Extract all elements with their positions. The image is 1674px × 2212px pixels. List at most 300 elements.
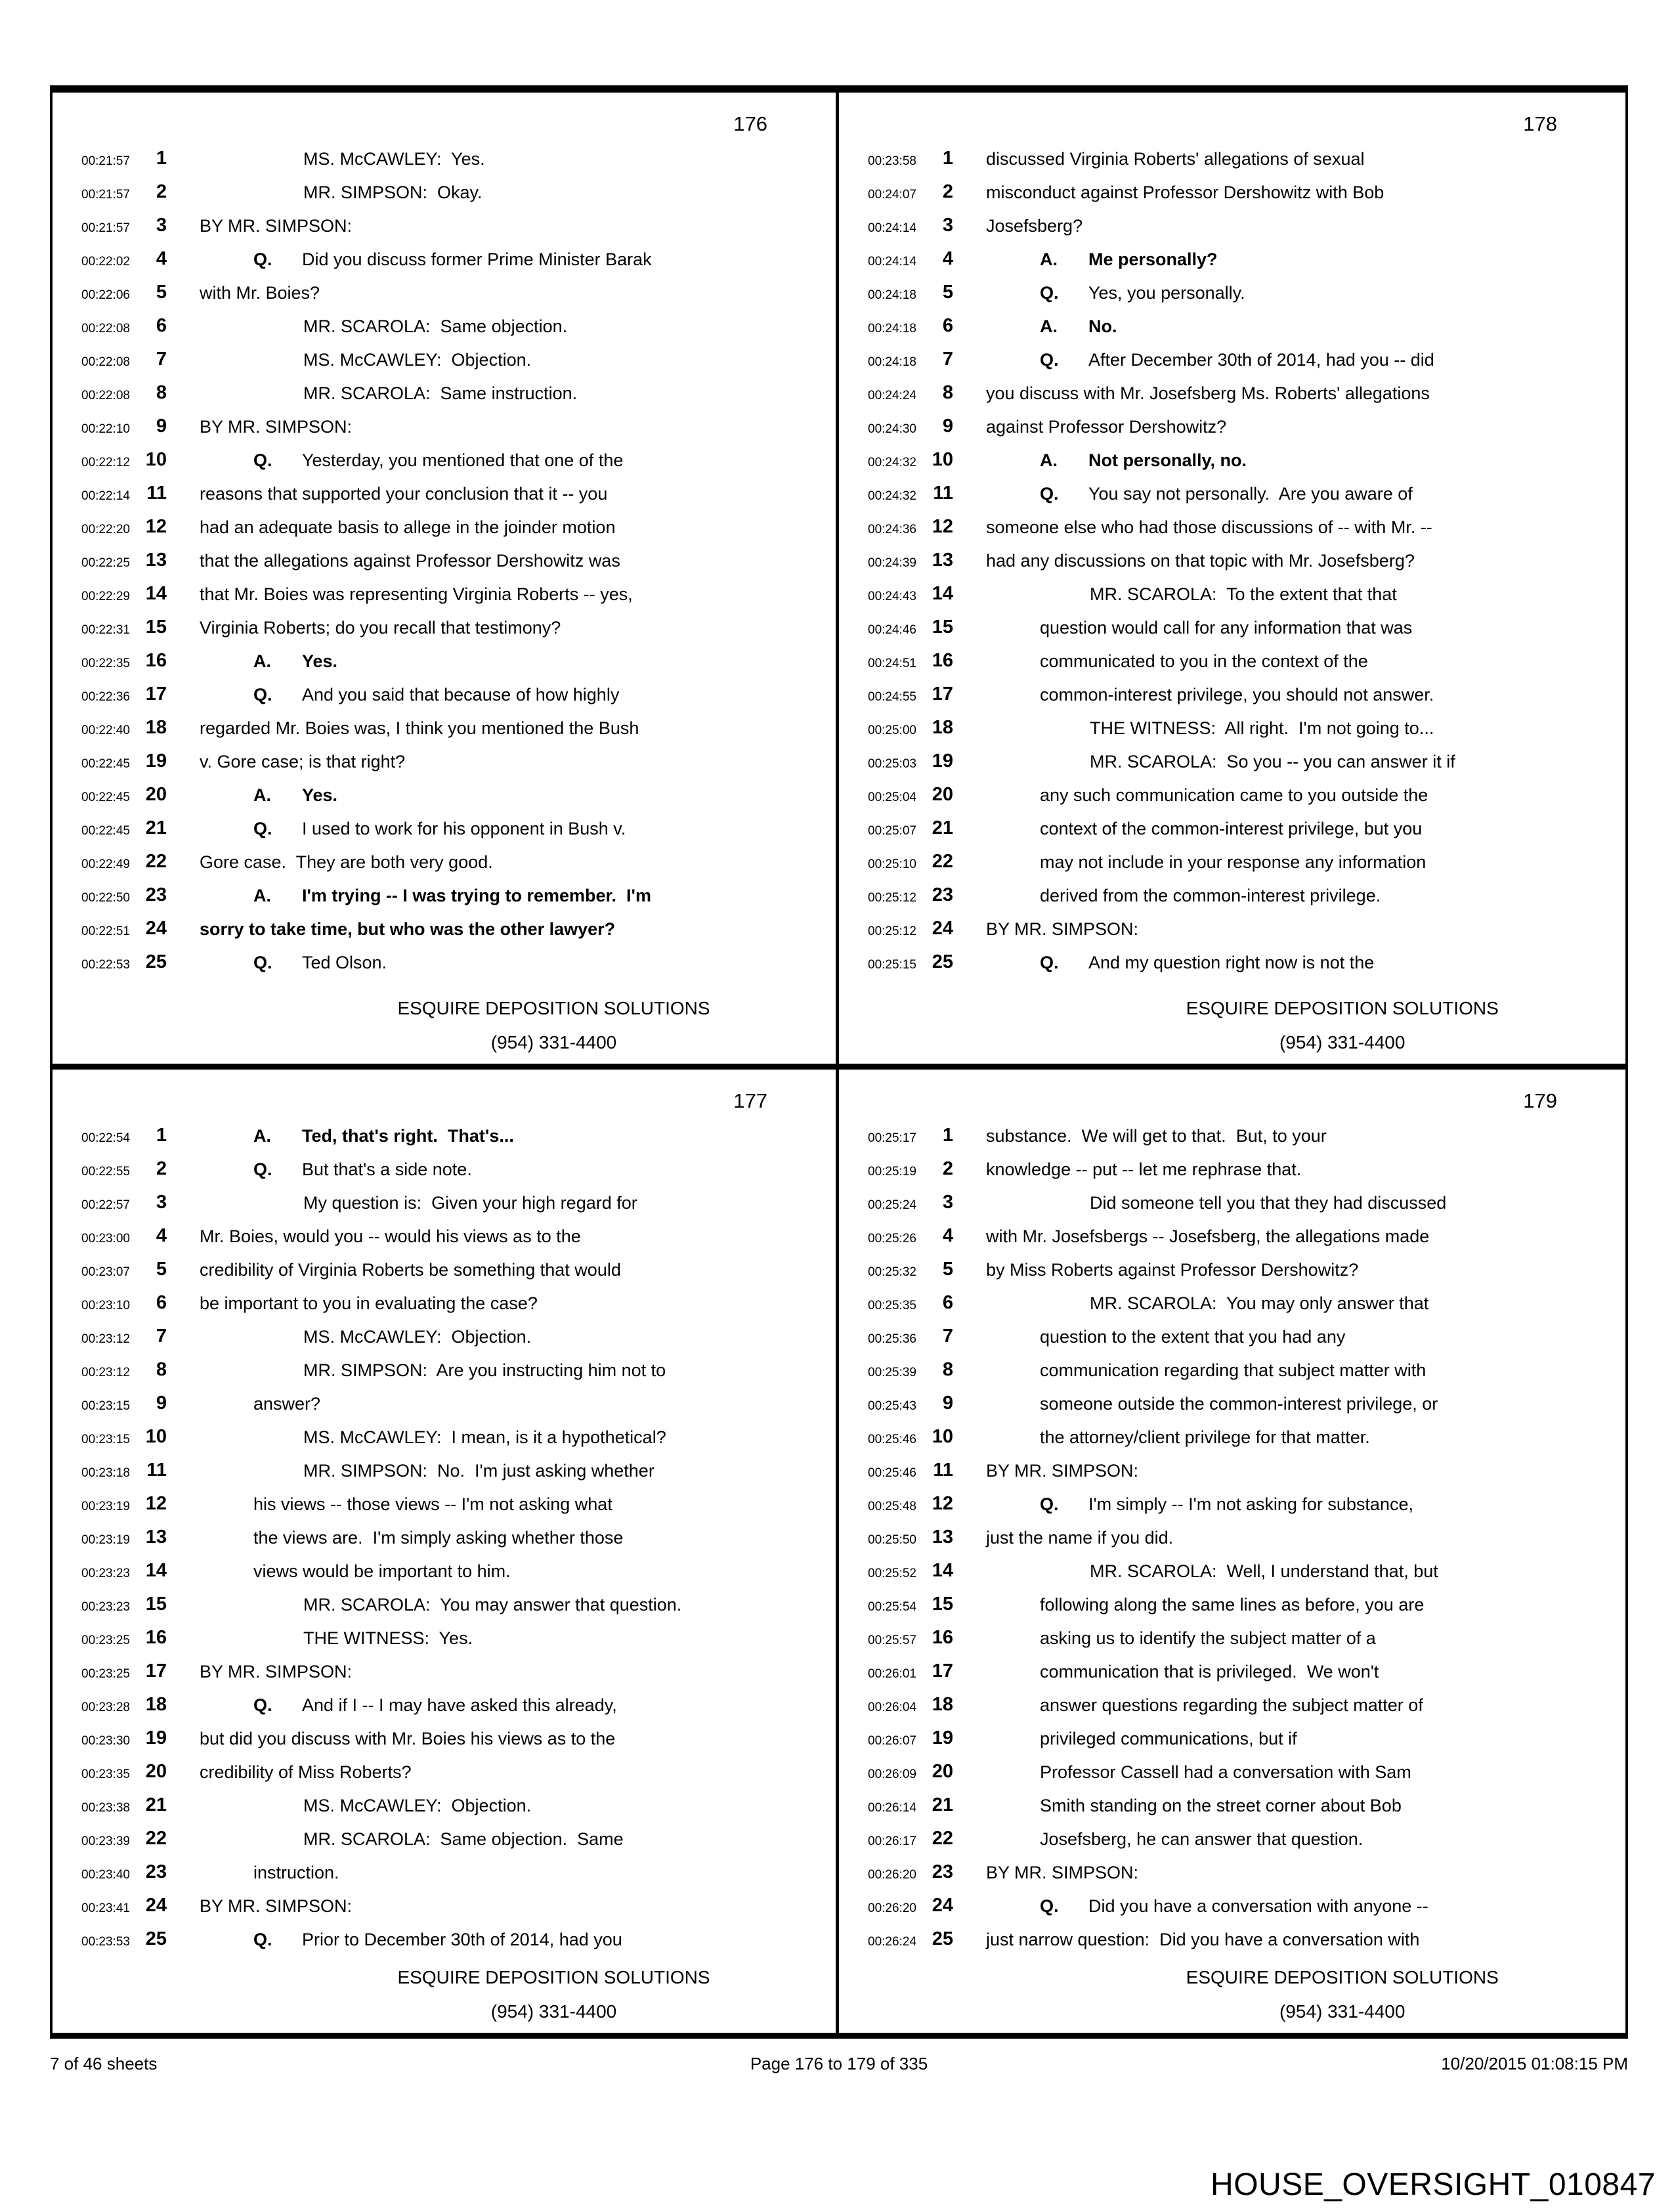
transcript-line (839, 717, 1625, 750)
reporter-name: ESQUIRE DEPOSITION SOLUTIONS (397, 1967, 710, 1987)
line-number: 6 (156, 1292, 167, 1313)
line-number: 10 (932, 449, 953, 470)
line-number: 23 (932, 1861, 953, 1882)
timestamp: 00:25:46 (868, 1433, 916, 1446)
timestamp: 00:25:17 (868, 1131, 916, 1145)
timestamp: 00:22:25 (81, 556, 130, 570)
line-text: MR. SCAROLA: To the extent that that (1090, 584, 1397, 604)
transcript-line (53, 1493, 836, 1527)
timestamp: 00:22:57 (81, 1198, 130, 1212)
line-text: had an adequate basis to allege in the joinder motion (200, 517, 616, 537)
timestamp: 00:23:41 (81, 1901, 130, 1915)
timestamp: 00:22:55 (81, 1165, 130, 1179)
qa-marker: A. (1040, 249, 1058, 269)
qa-marker: Q. (253, 450, 272, 470)
line-text: MR. SIMPSON: No. I'm just asking whether (303, 1461, 655, 1481)
transcript-line (839, 683, 1625, 717)
transcript-line (839, 1861, 1625, 1895)
timestamp: 00:26:24 (868, 1935, 916, 1949)
line-text: MR. SCAROLA: You may answer that question. (303, 1595, 682, 1615)
timestamp: 00:22:08 (81, 389, 130, 402)
line-number: 3 (156, 1192, 167, 1213)
reporter-footer (1075, 1961, 1610, 2029)
line-number: 21 (145, 817, 167, 838)
transcript-lines (53, 148, 836, 985)
timestamp: 00:22:50 (81, 891, 130, 905)
line-number: 3 (942, 215, 953, 236)
timestamp: 00:25:19 (868, 1165, 916, 1179)
line-number: 5 (156, 1259, 167, 1280)
transcript-lines (839, 1125, 1625, 1962)
timestamp: 00:23:58 (868, 154, 916, 168)
line-text: THE WITNESS: All right. I'm not going to... (1090, 718, 1434, 738)
timestamp: 00:23:15 (81, 1399, 130, 1413)
line-text: answer? (253, 1394, 321, 1414)
timestamp: 00:23:53 (81, 1935, 130, 1949)
qa-marker: Q. (1040, 953, 1059, 972)
qa-marker: A. (253, 785, 271, 805)
transcript-line (53, 851, 836, 884)
transcript-lines (839, 148, 1625, 985)
line-number: 25 (932, 951, 953, 972)
timestamp: 00:23:23 (81, 1567, 130, 1580)
line-text: but did you discuss with Mr. Boies his views as to the (200, 1729, 616, 1748)
transcript-line (839, 516, 1625, 550)
line-number: 7 (942, 1326, 953, 1347)
line-number: 6 (942, 315, 953, 336)
line-text: A. Yes. (253, 785, 338, 805)
qa-marker: A. (253, 651, 271, 671)
line-text: views would be important to him. (253, 1561, 511, 1581)
timestamp: 00:22:45 (81, 791, 130, 804)
line-text: A. Me personally? (1040, 249, 1218, 269)
transcript-line (839, 416, 1625, 449)
line-number: 20 (145, 1761, 167, 1782)
timestamp: 00:23:30 (81, 1734, 130, 1748)
line-text: reasons that supported your conclusion that it -- you (200, 484, 608, 504)
line-number: 4 (156, 1225, 167, 1246)
line-text: v. Gore case; is that right? (200, 752, 406, 771)
transcript-line (839, 1560, 1625, 1594)
line-text: A. No. (1040, 316, 1117, 336)
qa-marker: Q. (1040, 1494, 1059, 1514)
timestamp: 00:22:14 (81, 489, 130, 503)
transcript-line (839, 1359, 1625, 1393)
qa-marker: Q. (1040, 350, 1059, 370)
line-text: someone outside the common-interest privilege, or (1040, 1394, 1438, 1414)
line-number: 13 (932, 550, 953, 571)
transcript-line (53, 683, 836, 717)
line-number: 11 (146, 483, 167, 504)
transcript-line (839, 1225, 1625, 1259)
transcript-line (53, 181, 836, 215)
timestamp: 00:22:29 (81, 590, 130, 603)
timestamp: 00:25:36 (868, 1332, 916, 1346)
reporter-name: ESQUIRE DEPOSITION SOLUTIONS (1186, 998, 1499, 1018)
transcript-line (53, 1259, 836, 1292)
line-text: MR. SCAROLA: Well, I understand that, but (1090, 1561, 1438, 1581)
qa-marker: Q. (253, 953, 272, 972)
line-text: MS. McCAWLEY: Objection. (303, 1327, 532, 1347)
qa-marker: A. (253, 1126, 271, 1146)
line-number: 17 (932, 683, 953, 705)
line-text: Professor Cassell had a conversation with Sam (1040, 1762, 1411, 1782)
line-text: just the name if you did. (986, 1528, 1174, 1548)
transcript-line (839, 282, 1625, 315)
line-number: 1 (942, 148, 953, 169)
transcript-line (53, 784, 836, 817)
transcript-line (839, 1259, 1625, 1292)
line-number: 1 (156, 1125, 167, 1146)
print-timestamp: 10/20/2015 01:08:15 PM (1441, 2054, 1628, 2073)
reporter-phone: (954) 331-4400 (1279, 1032, 1406, 1052)
transcript-line (53, 550, 836, 583)
timestamp: 00:25:50 (868, 1533, 916, 1547)
line-text: Smith standing on the street corner about Bob (1040, 1796, 1402, 1815)
line-text: communicated to you in the context of the (1040, 651, 1368, 671)
line-text: communication that is privileged. We won't (1040, 1662, 1379, 1681)
line-text: Q. And if I -- I may have asked this already, (253, 1695, 617, 1715)
timestamp: 00:23:38 (81, 1801, 130, 1815)
line-number: 22 (932, 1828, 953, 1849)
transcript-line (53, 1225, 836, 1259)
line-text: BY MR. SIMPSON: (200, 216, 353, 236)
line-text: Q. I used to work for his opponent in Bush v. (253, 819, 626, 838)
timestamp: 00:22:45 (81, 824, 130, 838)
line-number: 17 (932, 1660, 953, 1681)
timestamp: 00:22:08 (81, 322, 130, 336)
qa-marker: A. (1040, 450, 1058, 470)
timestamp: 00:22:02 (81, 255, 130, 269)
line-text: credibility of Virginia Roberts be something that would (200, 1260, 621, 1280)
line-text: A. Ted, that's right. That's... (253, 1126, 514, 1146)
line-number: 1 (942, 1125, 953, 1146)
line-text: regarded Mr. Boies was, I think you mentioned the Bush (200, 718, 639, 738)
timestamp: 00:25:54 (868, 1600, 916, 1614)
line-number: 20 (932, 1761, 953, 1782)
line-number: 16 (145, 1627, 167, 1648)
transcript-line (839, 483, 1625, 516)
line-number: 20 (932, 784, 953, 805)
transcript-line (53, 1460, 836, 1493)
transcript-line (839, 1460, 1625, 1493)
transcript-line (839, 851, 1625, 884)
line-number: 15 (932, 1594, 953, 1615)
timestamp: 00:23:28 (81, 1701, 130, 1714)
line-number: 12 (145, 1493, 167, 1514)
qa-marker: Q. (253, 1160, 272, 1179)
transcript-line (53, 349, 836, 382)
timestamp: 00:22:51 (81, 924, 130, 938)
line-text: Q. You say not personally. Are you aware of (1040, 484, 1413, 504)
timestamp: 00:23:40 (81, 1868, 130, 1882)
transcript-line (839, 1727, 1625, 1761)
transcript-line (839, 349, 1625, 382)
transcript-line (53, 951, 836, 985)
transcript-line (839, 817, 1625, 851)
line-number: 8 (942, 1359, 953, 1380)
line-number: 7 (156, 1326, 167, 1347)
line-number: 22 (145, 1828, 167, 1849)
reporter-phone: (954) 331-4400 (490, 1032, 617, 1052)
line-text: Q. Ted Olson. (253, 953, 387, 972)
transcript-line (839, 918, 1625, 951)
line-number: 2 (156, 181, 167, 202)
timestamp: 00:26:20 (868, 1901, 916, 1915)
line-text: asking us to identify the subject matter of a (1040, 1628, 1376, 1648)
line-number: 2 (942, 1158, 953, 1179)
line-text: sorry to take time, but who was the other lawyer? (200, 919, 616, 939)
sheet-count: 7 of 46 sheets (50, 2054, 158, 2073)
timestamp: 00:24:14 (868, 255, 916, 269)
line-number: 21 (145, 1794, 167, 1815)
line-number: 4 (156, 248, 167, 269)
transcript-line (839, 617, 1625, 650)
line-number: 24 (145, 918, 167, 939)
line-text: with Mr. Boies? (200, 283, 320, 303)
line-text: Q. After December 30th of 2014, had you -- did (1040, 350, 1434, 370)
line-number: 14 (932, 1560, 953, 1581)
line-text: My question is: Given your high regard for (303, 1193, 637, 1213)
timestamp: 00:22:54 (81, 1131, 130, 1145)
timestamp: 00:26:14 (868, 1801, 916, 1815)
line-text: credibility of Miss Roberts? (200, 1762, 412, 1782)
line-number: 8 (156, 1359, 167, 1380)
transcript-line (839, 650, 1625, 683)
transcript-line (53, 817, 836, 851)
bates-number: HOUSE_OVERSIGHT_010847 (1211, 2167, 1656, 2202)
timestamp: 00:24:39 (868, 556, 916, 570)
timestamp: 00:25:43 (868, 1399, 916, 1413)
line-number: 12 (145, 516, 167, 537)
transcript-line (839, 1895, 1625, 1928)
quadrant-page-179 (839, 1070, 1625, 2033)
line-number: 10 (145, 1426, 167, 1447)
transcript-line (839, 1660, 1625, 1694)
timestamp: 00:26:20 (868, 1868, 916, 1882)
transcript-line (53, 1761, 836, 1794)
timestamp: 00:24:18 (868, 288, 916, 302)
line-text: be important to you in evaluating the case? (200, 1293, 538, 1313)
transcript-line (839, 1393, 1625, 1426)
timestamp: 00:24:18 (868, 355, 916, 369)
line-text: MS. McCAWLEY: Yes. (303, 149, 485, 169)
timestamp: 00:26:01 (868, 1667, 916, 1681)
transcript-line (839, 884, 1625, 918)
transcript-line (53, 1393, 836, 1426)
reporter-phone: (954) 331-4400 (1279, 2001, 1406, 2022)
timestamp: 00:22:45 (81, 757, 130, 771)
line-text: that the allegations against Professor Dershowitz was (200, 551, 620, 571)
line-text: with Mr. Josefsbergs -- Josefsberg, the allegations made (986, 1226, 1430, 1246)
line-text: MR. SCAROLA: You may only answer that (1090, 1293, 1429, 1313)
timestamp: 00:23:12 (81, 1366, 130, 1379)
sheet-footer (50, 2054, 1628, 2080)
timestamp: 00:26:07 (868, 1734, 916, 1748)
timestamp: 00:24:43 (868, 590, 916, 603)
line-number: 12 (932, 516, 953, 537)
line-number: 19 (932, 1727, 953, 1748)
line-text: Q. Yesterday, you mentioned that one of the (253, 450, 624, 470)
line-number: 3 (156, 215, 167, 236)
timestamp: 00:24:36 (868, 523, 916, 536)
transcript-line (839, 550, 1625, 583)
transcript-line (53, 750, 836, 784)
line-number: 9 (156, 1393, 167, 1414)
transcript-line (53, 1861, 836, 1895)
timestamp: 00:25:39 (868, 1366, 916, 1379)
line-number: 6 (156, 315, 167, 336)
transcript-line (53, 617, 836, 650)
timestamp: 00:25:35 (868, 1299, 916, 1312)
qa-marker: Q. (253, 685, 272, 705)
timestamp: 00:22:20 (81, 523, 130, 536)
line-number: 1 (156, 148, 167, 169)
line-text: A. Not personally, no. (1040, 450, 1247, 470)
qa-marker: Q. (253, 1695, 272, 1715)
line-text: his views -- those views -- I'm not asking what (253, 1494, 612, 1514)
line-number: 5 (942, 282, 953, 303)
line-number: 17 (145, 683, 167, 705)
transcript-line (53, 884, 836, 918)
line-number: 23 (932, 884, 953, 905)
reporter-footer (288, 991, 820, 1060)
line-number: 11 (933, 483, 953, 504)
transcript-line (839, 784, 1625, 817)
transcript-line (53, 282, 836, 315)
transcript-line (53, 583, 836, 617)
line-text: the attorney/client privilege for that matter. (1040, 1427, 1370, 1447)
transcript-line (53, 1828, 836, 1861)
line-number: 9 (156, 416, 167, 437)
timestamp: 00:24:30 (868, 422, 916, 436)
line-text: may not include in your response any information (1040, 852, 1427, 872)
transcript-line (839, 583, 1625, 617)
timestamp: 00:23:39 (81, 1834, 130, 1848)
timestamp: 00:23:25 (81, 1667, 130, 1681)
line-number: 18 (145, 717, 167, 738)
page-range: Page 176 to 179 of 335 (750, 2054, 928, 2073)
quadrant-page-178 (839, 93, 1625, 1070)
line-text: BY MR. SIMPSON: (200, 417, 353, 437)
timestamp: 00:24:32 (868, 489, 916, 503)
line-number: 13 (145, 550, 167, 571)
timestamp: 00:23:15 (81, 1433, 130, 1446)
qa-marker: A. (253, 886, 271, 905)
line-text: answer questions regarding the subject matter of (1040, 1695, 1423, 1715)
transcript-line (53, 1426, 836, 1460)
transcript-line (839, 148, 1625, 181)
timestamp: 00:25:15 (868, 958, 916, 972)
transcript-line (53, 1359, 836, 1393)
line-text: discussed Virginia Roberts' allegations of sexual (986, 149, 1365, 169)
transcript-line (839, 1125, 1625, 1158)
line-text: just narrow question: Did you have a conversation with (986, 1930, 1420, 1949)
line-number: 4 (942, 1225, 953, 1246)
timestamp: 00:22:10 (81, 422, 130, 436)
timestamp: 00:25:46 (868, 1466, 916, 1480)
line-number: 14 (145, 583, 167, 604)
line-text: context of the common-interest privilege, but you (1040, 819, 1423, 838)
timestamp: 00:23:07 (81, 1265, 130, 1279)
qa-marker: Q. (1040, 1896, 1059, 1916)
line-text: someone else who had those discussions of -- with Mr. -- (986, 517, 1432, 537)
line-number: 12 (932, 1493, 953, 1514)
transcript-line (53, 650, 836, 683)
line-number: 23 (145, 1861, 167, 1882)
transcript-line (839, 1158, 1625, 1192)
line-text: MR. SCAROLA: Same objection. (303, 316, 568, 336)
line-number: 10 (932, 1426, 953, 1447)
line-number: 14 (145, 1560, 167, 1581)
line-text: A. Yes. (253, 651, 338, 671)
transcript-line (53, 248, 836, 282)
line-text: Q. Did you have a conversation with anyone -- (1040, 1896, 1428, 1916)
transcript-line (53, 1560, 836, 1594)
transcript-line (53, 449, 836, 483)
line-text: Josefsberg? (986, 216, 1083, 236)
line-number: 19 (145, 750, 167, 771)
line-text: Q. But that's a side note. (253, 1160, 472, 1179)
qa-marker: Q. (253, 1930, 272, 1949)
line-text: had any discussions on that topic with Mr. Josefsberg? (986, 551, 1415, 571)
line-number: 24 (145, 1895, 167, 1916)
line-text: BY MR. SIMPSON: (200, 1896, 353, 1916)
qa-marker: Q. (253, 249, 272, 269)
transcript-line (53, 1794, 836, 1828)
line-number: 11 (146, 1460, 167, 1481)
timestamp: 00:25:48 (868, 1500, 916, 1513)
timestamp: 00:25:57 (868, 1634, 916, 1647)
transcript-line (839, 1627, 1625, 1660)
timestamp: 00:23:19 (81, 1533, 130, 1547)
timestamp: 00:24:51 (868, 657, 916, 670)
transcript-line (53, 918, 836, 951)
quadrant-page-176 (53, 93, 839, 1070)
transcript-line (53, 382, 836, 416)
transcript-line (53, 215, 836, 248)
timestamp: 00:24:32 (868, 456, 916, 469)
line-number: 18 (145, 1694, 167, 1715)
timestamp: 00:24:18 (868, 322, 916, 336)
transcript-line (53, 1527, 836, 1560)
line-number: 21 (932, 817, 953, 838)
page-number: 176 (733, 112, 767, 135)
reporter-footer (1075, 991, 1610, 1060)
transcript-line (839, 1292, 1625, 1326)
timestamp: 00:26:09 (868, 1767, 916, 1781)
line-text: question to the extent that you had any (1040, 1327, 1346, 1347)
line-text: the views are. I'm simply asking whether those (253, 1528, 624, 1548)
timestamp: 00:25:04 (868, 791, 916, 804)
timestamp: 00:21:57 (81, 188, 130, 202)
line-text: substance. We will get to that. But, to your (986, 1126, 1327, 1146)
line-number: 21 (932, 1794, 953, 1815)
line-text: Mr. Boies, would you -- would his views as to the (200, 1226, 581, 1246)
transcript-line (53, 1192, 836, 1225)
transcript-line (839, 1493, 1625, 1527)
timestamp: 00:22:35 (81, 657, 130, 670)
timestamp: 00:23:00 (81, 1232, 130, 1246)
line-text: MR. SCAROLA: Same instruction. (303, 383, 578, 403)
transcript-line (53, 1895, 836, 1928)
line-number: 8 (156, 382, 167, 403)
timestamp: 00:26:04 (868, 1701, 916, 1714)
qa-marker: Q. (1040, 484, 1059, 504)
line-text: instruction. (253, 1863, 339, 1882)
transcript-line (53, 483, 836, 516)
page-number: 178 (1523, 112, 1557, 135)
